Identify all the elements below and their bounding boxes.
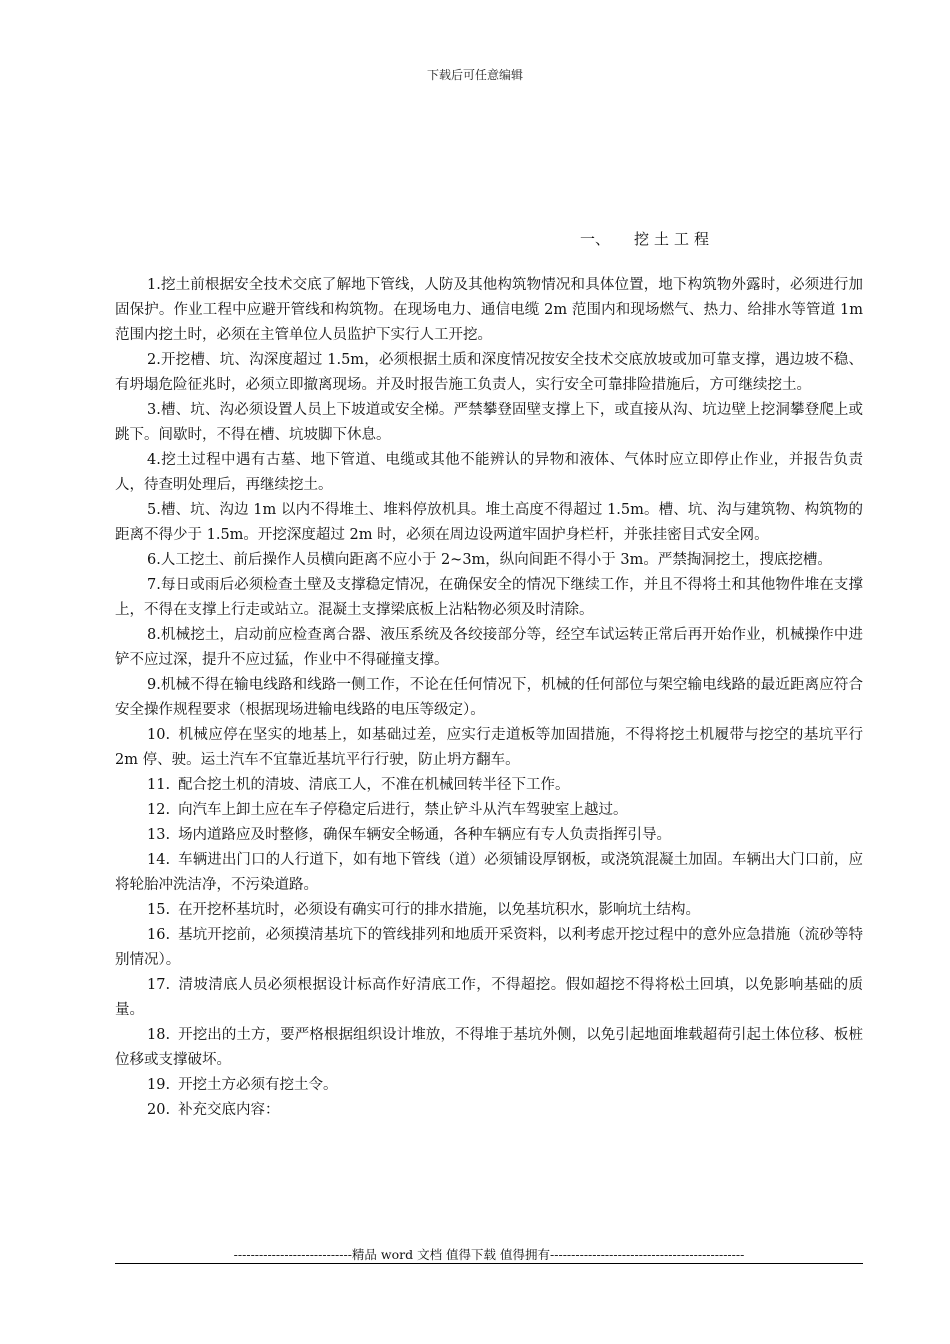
list-item: 8.机械挖土，启动前应检查离合器、液压系统及各绞接部分等，经空车试运转正常后再开始作业，机械操作中进铲不应过深，提升不应过猛，作业中不得碰撞支撑。 [115,627,863,668]
footer-text: ----------------------------精品 word 文档 值得下载 值得拥有---------------------------------------------- [233,1247,745,1262]
list-item: 17. 清坡清底人员必须根据设计标高作好清底工作，不得超挖。假如超挖不得将松土回填，以免影响基础的质量。 [115,977,863,1018]
footer-divider [115,1263,863,1264]
document-body [115,273,863,1123]
list-item: 11. 配合挖土机的清坡、清底工人，不准在机械回转半径下工作。 [147,777,570,793]
list-item: 10. 机械应停在坚实的地基上，如基础过差，应实行走道板等加固措施，不得将挖土机履带与挖空的基坑平行 2m 停、驶。运土汽车不宜靠近基坑平行行驶，防止坍方翻车。 [115,727,863,768]
list-item: 15. 在开挖杯基坑时，必须设有确实可行的排水措施，以免基坑积水，影响坑土结构。 [147,902,701,918]
list-item: 6.人工挖土、前后操作人员横向距离不应小于 2~3m，纵向间距不得小于 3m。严禁掏洞挖土，搜底挖槽。 [147,552,832,568]
list-item: 19. 开挖土方必须有挖土令。 [147,1077,338,1093]
list-item: 3.槽、坑、沟必须设置人员上下坡道或安全梯。严禁攀登固壁支撑上下，或直接从沟、坑边壁上挖洞攀登爬上或跳下。间歇时，不得在槽、坑坡脚下休息。 [115,402,863,443]
section-number: 一、 [580,230,611,248]
section-heading: 挖土工程 [634,230,715,248]
list-item: 9.机械不得在输电线路和线路一侧工作，不论在任何情况下，机械的任何部位与架空输电线路的最近距离应符合安全操作规程要求（根据现场进输电线路的电压等级定）。 [115,677,863,718]
list-item: 14. 车辆进出门口的人行道下，如有地下管线（道）必须铺设厚钢板，或浇筑混凝土加固。车辆出大门口前，应将轮胎冲洗洁净，不污染道路。 [115,852,863,893]
list-item: 20. 补充交底内容： [147,1102,280,1118]
list-item: 18. 开挖出的土方，要严格根据组织设计堆放，不得堆于基坑外侧，以免引起地面堆载超荷引起土体位移、板桩位移或支撑破坏。 [115,1027,863,1068]
list-item: 2.开挖槽、坑、沟深度超过 1.5m，必须根据土质和深度情况按安全技术交底放坡或加可靠支撑，遇边坡不稳、有坍塌危险征兆时，必须立即撤离现场。并及时报告施工负责人，实行安全可靠排险措施后，方可继续挖土。 [115,352,863,393]
list-item: 7.每日或雨后必须检查土壁及支撑稳定情况，在确保安全的情况下继续工作，并且不得将土和其他物件堆在支撑上，不得在支撑上行走或站立。混凝土支撑梁底板上沾粘物必须及时清除。 [115,577,863,618]
list-item: 12. 向汽车上卸土应在车子停稳定后进行，禁止铲斗从汽车驾驶室上越过。 [147,802,628,818]
header-note: 下载后可任意编辑 [426,68,523,82]
list-item: 13. 场内道路应及时整修，确保车辆安全畅通，各种车辆应有专人负责指挥引导。 [147,827,672,843]
list-item: 4.挖土过程中遇有古墓、地下管道、电缆或其他不能辨认的异物和液体、气体时应立即停止作业，并报告负责人，待查明处理后，再继续挖土。 [115,452,863,493]
list-item: 16. 基坑开挖前，必须摸清基坑下的管线排列和地质开采资料，以利考虑开挖过程中的意外应急措施（流砂等特别情况）。 [115,927,863,968]
list-item: 1.挖土前根据安全技术交底了解地下管线，人防及其他构筑物情况和具体位置，地下构筑物外露时，必须进行加固保护。作业工程中应避开管线和构筑物。在现场电力、通信电缆 2m 范围内和现场燃气、热力、给排水等管道 1m 范围内挖土时，必须在主管单位人员监护下实行人工开挖。 [115,277,863,343]
section-title [580,228,714,249]
list-item: 5.槽、坑、沟边 1m 以内不得堆土、堆料停放机具。堆土高度不得超过 1.5m。槽、坑、沟与建筑物、构筑物的距离不得少于 1.5m。开挖深度超过 2m 时，必须在周边设两道牢固护身栏杆，并张挂密目式安全网。 [115,502,863,543]
